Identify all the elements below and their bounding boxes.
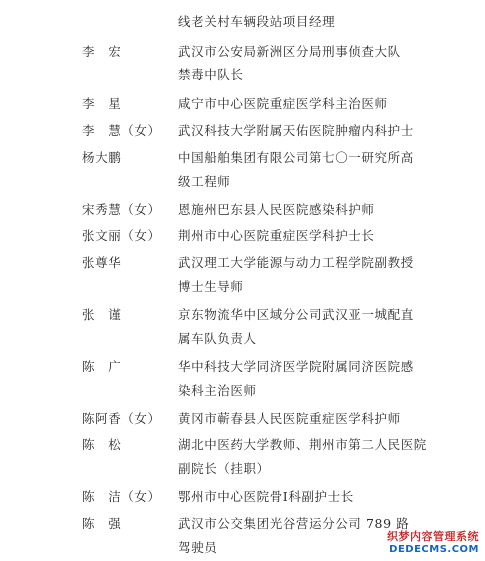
entry-name: 杨大鹏 (82, 150, 122, 165)
entry-name: 张 谨 (82, 307, 122, 322)
entry-name: 陈 广 (82, 359, 122, 374)
entry-name: 张文丽（女） (82, 228, 161, 243)
entry-desc-line: 湖北中医药大学教师、荆州市第二人民医院 (178, 437, 427, 452)
entry-desc-line: 禁毒中队长 (178, 67, 244, 82)
entry-desc-line: 副院长（挂职） (178, 461, 270, 476)
entry-name: 宋秀慧（女） (82, 202, 161, 217)
entry-desc-line: 荆州市中心医院重症医学科护士长 (178, 228, 375, 243)
entry-desc-line: 驾驶员 (178, 540, 218, 555)
entry-desc-line: 华中科技大学同济医学院附属同济医院感 (178, 359, 414, 374)
entry-desc-line: 线老关村车辆段站项目经理 (178, 14, 336, 29)
entry-name: 李 宏 (82, 44, 122, 59)
entry-desc-line: 鄂州市中心医院骨Ⅰ科副护士长 (178, 489, 354, 504)
entry-name: 李 慧（女） (82, 123, 161, 138)
entry-desc-line: 武汉市公交集团光谷营运分公司 789 路 (178, 516, 410, 531)
entry-name: 陈 强 (82, 516, 122, 531)
entry-desc-line: 博士生导师 (178, 279, 244, 294)
entry-desc-line: 属车队负责人 (178, 331, 257, 346)
watermark-domain: DEDECMS.COM (389, 544, 479, 555)
entry-desc-line: 京东物流华中区域分公司武汉亚一城配直 (178, 307, 414, 322)
entry-desc-line: 武汉科技大学附属天佑医院肿瘤内科护士 (178, 123, 414, 138)
entry-desc-line: 武汉市公安局新洲区分局刑事侦查大队 (178, 44, 401, 59)
entry-name: 张尊华 (82, 255, 122, 270)
entry-desc-line: 恩施州巴东县人民医院感染科护师 (178, 202, 375, 217)
entry-desc-line: 黄冈市蕲春县人民医院重症医学科护师 (178, 411, 401, 426)
entry-desc-line: 染科主治医师 (178, 383, 257, 398)
watermark-title: 织梦内容管理系统 (387, 530, 479, 543)
entry-name: 陈 洁（女） (82, 489, 161, 504)
entry-name: 陈 松 (82, 437, 122, 452)
watermark (387, 528, 479, 555)
entry-desc-line: 武汉理工大学能源与动力工程学院副教授 (178, 255, 414, 270)
entry-desc-line: 中国船舶集团有限公司第七〇一研究所高 (178, 150, 414, 165)
entry-desc-line: 咸宁市中心医院重症医学科主治医师 (178, 96, 388, 111)
entry-name: 陈阿香（女） (82, 411, 161, 426)
entry-name: 李 星 (82, 96, 122, 111)
entry-desc-line: 级工程师 (178, 174, 231, 189)
